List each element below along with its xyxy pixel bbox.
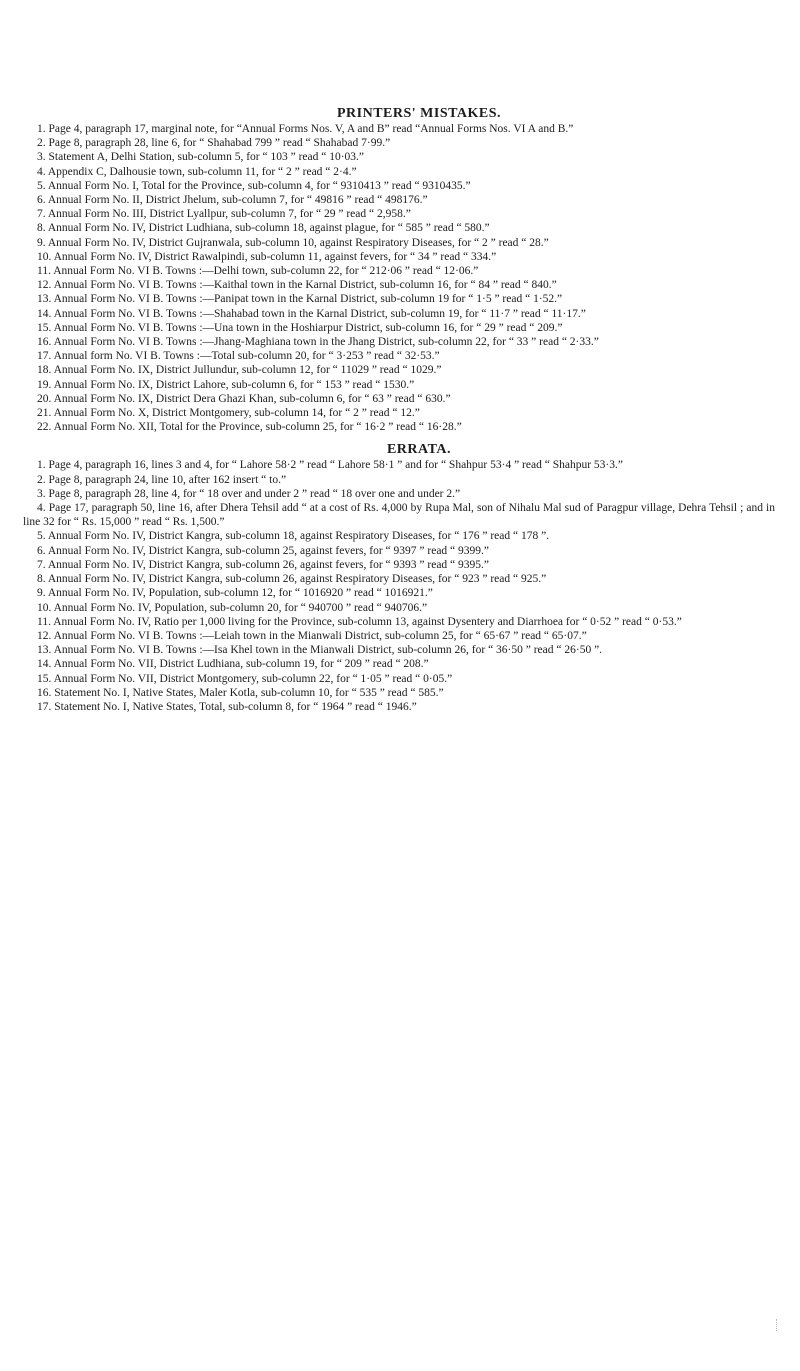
list-item: 16. Annual Form No. VI B. Towns :—Jhang-Maghiana town in the Jhang District, sub-column 22, for “ 33 ” read “ 2·33.” — [37, 336, 599, 349]
list-item: 6. Annual Form No. IV, District Kangra, sub-column 25, against fevers, for “ 9397 ” read “ 9399.” — [37, 544, 490, 557]
list-item: 15. Annual Form No. VI B. Towns :—Una town in the Hoshiarpur District, sub-column 16, for “ 29 ” read “ 209.” — [37, 321, 563, 334]
list-item: 7. Annual Form No. IV, District Kangra, sub-column 26, against fevers, for “ 9393 ” read “ 9395.” — [37, 558, 490, 571]
list-item: 13. Annual Form No. VI B. Towns :—Isa Khel town in the Mianwali District, sub-column 26, for “ 36·50 ” read “ 26·50 ”. — [37, 644, 603, 657]
list-item: 10. Annual Form No. IV, District Rawalpindi, sub-column 11, against fevers, for “ 34 ” read “ 334.” — [37, 250, 497, 263]
list-item: 1. Page 4, paragraph 17, marginal note, for “Annual Forms Nos. V, A and B” read “Annual Forms Nos. VI A and B.” — [37, 123, 574, 135]
list-item: 12. Annual Form No. VI B. Towns :—Kaithal town in the Karnal District, sub-column 16, for “ 84 ” read “ 840.” — [37, 279, 557, 292]
list-item: 2. Page 8, paragraph 28, line 6, for “ Shahabad 799 ” read “ Shahabad 7·99.” — [37, 137, 391, 150]
list-item: 3. Statement A, Delhi Station, sub-column 5, for “ 103 ” read “ 10·03.” — [37, 151, 365, 164]
list-item: 6. Annual Form No. II, District Jhelum, sub-column 7, for “ 49816 ” read “ 498176.” — [37, 194, 428, 207]
list-item: 7. Annual Form No. III, District Lyallpur, sub-column 7, for “ 29 ” read “ 2,958.” — [37, 208, 411, 221]
list-item: 21. Annual Form No. X, District Montgomery, sub-column 14, for “ 2 ” read “ 12.” — [37, 407, 420, 420]
list-item: 19. Annual Form No. IX, District Lahore, sub-column 6, for “ 153 ” read “ 1530.” — [37, 378, 415, 391]
list-item: 14. Annual Form No. VII, District Ludhiana, sub-column 19, for “ 209 ” read “ 208.” — [37, 658, 429, 671]
list-item: 22. Annual Form No. XII, Total for the Province, sub-column 25, for “ 16·2 ” read “ 16·28.” — [37, 421, 462, 434]
list-item: 11. Annual Form No. VI B. Towns :—Delhi town, sub-column 22, for “ 212·06 ” read “ 12·06.” — [37, 265, 479, 278]
printers-mistakes-list — [23, 122, 775, 434]
errata-list — [23, 458, 775, 714]
list-item: 16. Statement No. I, Native States, Maler Kotla, sub-column 10, for “ 535 ” read “ 585.” — [37, 686, 444, 699]
list-item: 2. Page 8, paragraph 24, line 10, after 162 insert “ to.” — [37, 473, 287, 486]
list-item: 20. Annual Form No. IX, District Dera Ghazi Khan, sub-column 6, for “ 63 ” read “ 630.” — [37, 392, 451, 405]
list-item: 5. Annual Form No. IV, District Kangra, sub-column 18, against Respiratory Diseases, for “ 176 ” read “ 178 ”. — [37, 530, 550, 543]
paper-speck — [776, 1319, 780, 1331]
errata-heading: ERRATA. — [386, 442, 452, 458]
list-item: 8. Annual Form No. IV, District Kangra, sub-column 26, against Respiratory Diseases, for “ 923 ” read “ 925.” — [37, 573, 547, 586]
list-item: 15. Annual Form No. VII, District Montgomery, sub-column 22, for “ 1·05 ” read “ 0·05.” — [37, 672, 453, 685]
list-item: 13. Annual Form No. VI B. Towns :—Panipat town in the Karnal District, sub-column 19 for “ 1·5 ” read “ 1·52.” — [37, 293, 563, 306]
list-item: 18. Annual Form No. IX, District Jullundur, sub-column 12, for “ 11029 ” read “ 1029.” — [37, 364, 442, 377]
list-item: 9. Annual Form No. IV, District Gujranwala, sub-column 10, against Respiratory Diseases, for “ 2 ” read “ 28.” — [37, 236, 549, 249]
list-item: 12. Annual Form No. VI B. Towns :—Leiah town in the Mianwali District, sub-column 25, for “ 65·67 ” read “ 65·07.” — [37, 629, 587, 642]
list-item: 17. Statement No. I, Native States, Total, sub-column 8, for “ 1964 ” read “ 1946.” — [37, 700, 417, 713]
list-item: 9. Annual Form No. IV, Population, sub-column 12, for “ 1016920 ” read “ 1016921.” — [37, 587, 433, 600]
printers-mistakes-heading: PRINTERS' MISTAKES. — [336, 106, 502, 121]
list-item: 11. Annual Form No. IV, Ratio per 1,000 living for the Province, sub-column 13, against Dysentery and Diarrhoea for “ 0·52 ” read “ 0·53.” — [37, 615, 682, 628]
list-item: 1. Page 4, paragraph 16, lines 3 and 4, for “ Lahore 58·2 ” read “ Lahore 58·1 ” and for “ Shahpur 53·4 ” read “ Shahpur 53·3.” — [37, 459, 623, 472]
list-item: 10. Annual Form No. IV, Population, sub-column 20, for “ 940700 ” read “ 940706.” — [37, 601, 428, 614]
document-page — [23, 106, 775, 714]
list-item: 14. Annual Form No. VI B. Towns :—Shahabad town in the Karnal District, sub-column 19, for “ 11·7 ” read “ 11·17.” — [37, 307, 586, 320]
list-item: 4. Page 17, paragraph 50, line 16, after Dhera Tehsil add “ at a cost of Rs. 4,000 by Rupa Mal, son of Nihalu Mal sud of Paragpur village, Dehra Tehsil ; and in line 32 for “ Rs. 15,000 ” read “ Rs. 1,500.” — [23, 502, 775, 529]
list-item: 8. Annual Form No. IV, District Ludhiana, sub-column 18, against plague, for “ 585 ” read “ 580.” — [37, 222, 490, 235]
list-item: 3. Page 8, paragraph 28, line 4, for “ 18 over and under 2 ” read “ 18 over one and under 2.” — [37, 487, 461, 500]
list-item: 4. Appendix C, Dalhousie town, sub-column 11, for “ 2 ” read “ 2·4.” — [37, 165, 357, 178]
list-item: 5. Annual Form No. I, Total for the Province, sub-column 4, for “ 9310413 ” read “ 9310435.” — [37, 179, 471, 192]
list-item: 17. Annual form No. VI B. Towns :—Total sub-column 20, for “ 3·253 ” read “ 32·53.” — [37, 350, 440, 363]
